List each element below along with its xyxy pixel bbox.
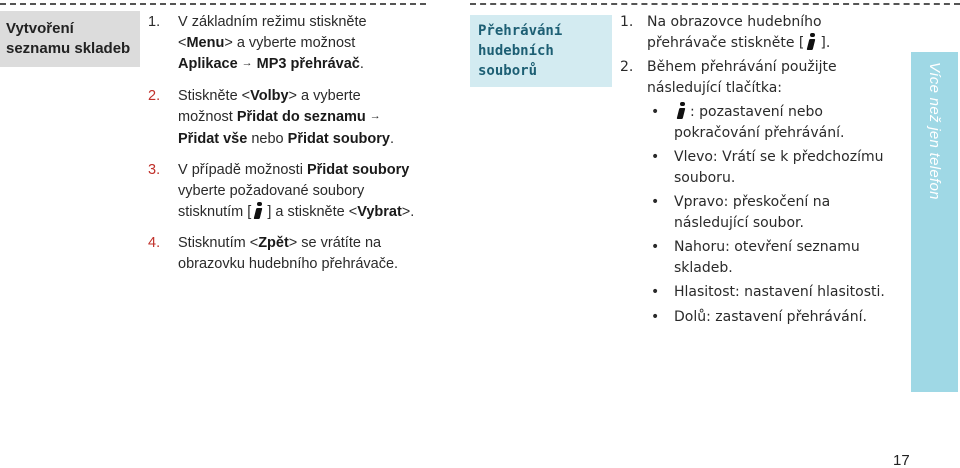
center-key-i-icon <box>806 33 818 50</box>
page-number: 17 <box>893 452 910 468</box>
top-dashed-rule-right <box>470 3 960 5</box>
section-label-play-music: Přehrávání hudebních souborů <box>470 15 612 87</box>
step-1: 1. V základním režimu stiskněte <Menu> a vyberte možnost Aplikace → MP3 přehrávač. <box>148 14 367 72</box>
list-item: • : pozastavení nebo pokračování přehrávání. <box>651 104 845 141</box>
list-item: • Nahoru: otevření seznamu skladeb. <box>651 239 860 276</box>
center-key-i-icon <box>253 202 265 219</box>
list-item: • Hlasitost: nastavení hlasitosti. <box>651 284 885 300</box>
list-item: • Vlevo: Vrátí se k předchozímu souboru. <box>651 149 884 186</box>
play-step-2: 2. Během přehrávání použijte následující tlačítka: <box>620 59 837 96</box>
chapter-side-tab <box>911 52 958 392</box>
list-item: • Vpravo: přeskočení na následující soubor. <box>651 194 831 231</box>
right-steps <box>620 12 905 331</box>
top-dashed-rule-left <box>0 3 426 5</box>
section-label-create-playlist: Vytvoření seznamu skladeb <box>0 11 140 67</box>
step-2: 2. Stiskněte <Volby> a vyberte možnost Přidat do seznamu → Přidat vše nebo Přidat soubory. <box>148 88 395 147</box>
arrow-icon: → <box>369 110 381 122</box>
list-item: • Dolů: zastavení přehrávání. <box>651 308 867 325</box>
arrow-icon: → <box>241 57 253 69</box>
play-step-1: 1. Na obrazovce hudebního přehrávače stiskněte [ ]. <box>620 14 831 51</box>
chapter-side-tab-label: Více než jen telefon <box>926 62 943 200</box>
center-key-i-icon <box>676 102 688 119</box>
left-steps <box>148 12 438 285</box>
step-3: 3. V případě možnosti Přidat soubory vyberte požadované soubory stisknutím [ ] a stiskněte <Vybrat>. <box>148 162 415 220</box>
control-list <box>620 102 905 327</box>
step-4: 4. Stisknutím <Zpět> se vrátíte na obrazovku hudebního přehrávače. <box>148 235 399 272</box>
